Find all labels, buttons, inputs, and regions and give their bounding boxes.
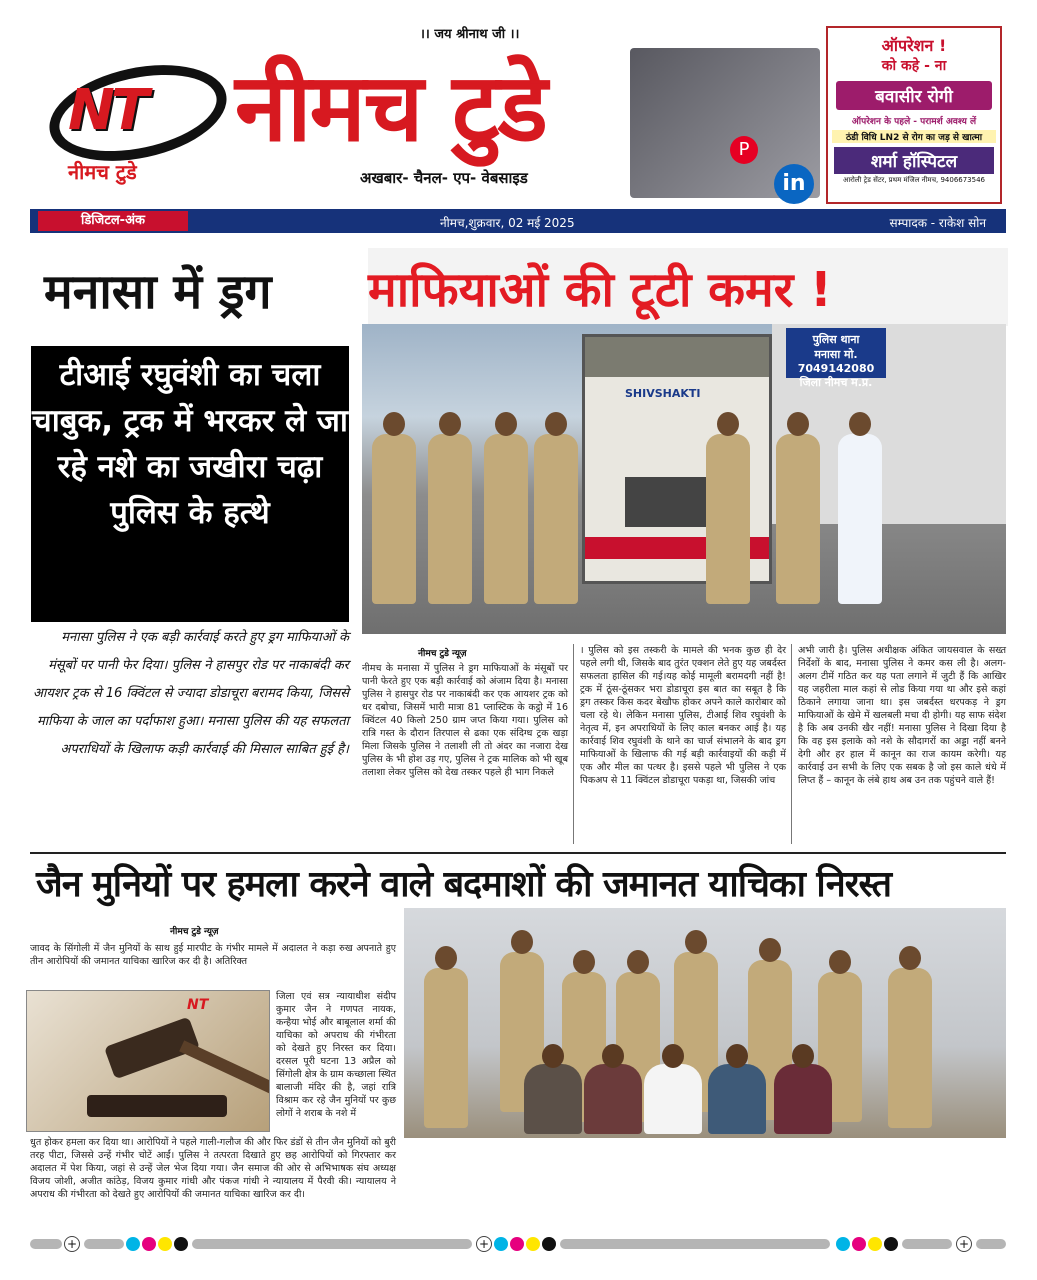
ad-address: आरोली ट्रेड सेंटर, प्रथम मंजिल नीमच, 9406673546 xyxy=(842,176,986,184)
story-2-photo[interactable] xyxy=(404,908,1006,1138)
black-swatch xyxy=(884,1237,898,1251)
headline-1-red-box xyxy=(368,248,1008,326)
headline-2: जैन मुनियों पर हमला करने वाले बदमाशों की जमानत याचिका निरस्त xyxy=(36,864,891,905)
date-line: नीमच,शुक्रवार, 02 मई 2025 xyxy=(440,216,575,230)
officer-figure xyxy=(706,434,750,604)
section-divider xyxy=(30,852,1006,854)
cyan-swatch xyxy=(836,1237,850,1251)
gavel-image[interactable] xyxy=(26,990,270,1132)
registration-mark-icon: + xyxy=(476,1236,492,1252)
story-1-photo[interactable] xyxy=(362,324,1006,634)
ad-line-1: ऑपरेशन ! xyxy=(881,36,947,55)
accused-figure xyxy=(774,1064,832,1134)
police-station-sign: पुलिस थाना मनासा मो. 7049142080 जिला नीमच म.प्र. xyxy=(786,328,886,378)
magenta-swatch xyxy=(142,1237,156,1251)
registration-bar xyxy=(560,1239,830,1249)
civilian-figure xyxy=(838,434,882,604)
tagline: अखबार- चैनल- एप- वेबसाइड xyxy=(360,169,528,187)
registration-mark-icon: + xyxy=(64,1236,80,1252)
truck-tarpaulin xyxy=(585,337,769,377)
officer-figure xyxy=(428,434,472,604)
officer-figure xyxy=(484,434,528,604)
yellow-swatch xyxy=(868,1237,882,1251)
accused-figure xyxy=(584,1064,642,1134)
invocation: ।। जय श्रीनाथ जी ।। xyxy=(420,27,520,42)
story-1-column-3: अभी जारी है। पुलिस अधीक्षक अंकित जायसवाल के सख्त निर्देशों के बाद, मनासा पुलिस ने कमर कस ली है। अलग-अलग टीमें गठित कर यह पता लगाने में जुटी हैं कि आखिर यह जहरीला माल कहां से लोड किया गया था और इसे कहां ठिकाने लगाया जाना था। इस जबर्दस्त धरपकड़ ने ड्रग माफियाओं के खेमे में खलबली मचा दी होगी। यह साफ संदेश है कि अब उनकी खैर नहीं! मनासा पुलिस ने दिखा दिया है कि वह इस इलाके को नशे के सौदागरों का अड्डा नहीं बनने देगी और हर हाल में कानून का राज कायम करेगी। यह कार्रवाई उन सभी के लिए एक सबक है जो इस काले धंधे में लिप्त हैं – कानून के लंबे हाथ अब उन तक पहुंचने वाले हैं! xyxy=(798,645,1006,786)
registration-bar xyxy=(976,1239,1006,1249)
ad-hospital-name: शर्मा हॉस्पिटल xyxy=(834,147,994,174)
newspaper-title: नीमच टुडे xyxy=(235,54,546,163)
cyan-swatch xyxy=(494,1237,508,1251)
yellow-swatch xyxy=(526,1237,540,1251)
ad-line-4: ऑपरेशन के पहले - परामर्श अवश्य लें xyxy=(851,117,977,127)
story-2-paragraph-bottom: धुत होकर हमला कर दिया था। आरोपियों ने पहले गाली-गलौज की और फिर डंडों से तीन जैन मुनियों को बुरी तरह पीटा, जिससे उन्हें गंभीर चोटें आईं। पुलिस ने तत्परता दिखाते हुए छह आरोपियों को गिरफ्तार कर अदालत में पेश किया, जहां से उन्हें जेल भेज दिया गया। जैन समाज की ओर से अभिभाषक संघ अध्यक्ष विजय जोशी, अजीत कांठेड़, विजय कुमार गांधी और पंकज गांधी ने न्यायालय में पैरवी की। न्यायालय ने अपराध की गंभीरता को देखते हुए आरोपियों की जमानत याचिका खारिज कर दी। xyxy=(30,1137,396,1200)
officer-figure xyxy=(534,434,578,604)
registration-bar xyxy=(192,1239,472,1249)
black-swatch xyxy=(542,1237,556,1251)
gavel-logo: NT xyxy=(187,997,209,1013)
yellow-swatch xyxy=(158,1237,172,1251)
officer-figure xyxy=(776,434,820,604)
accused-figure xyxy=(524,1064,582,1134)
ad-line-5: ठंडी विधि LN2 से रोग का जड़ से खात्मा xyxy=(832,130,996,143)
column-rule xyxy=(791,644,792,844)
accused-figure xyxy=(708,1064,766,1134)
story-1-deck: टीआई रघुवंशी का चला चाबुक, ट्रक में भरकर ले जा रहे नशे का जखीरा चढ़ा पुलिस के हत्थे xyxy=(31,346,349,622)
black-swatch xyxy=(174,1237,188,1251)
logo-mark: NT xyxy=(68,78,146,143)
officer-figure xyxy=(888,968,932,1128)
registration-bar xyxy=(30,1239,62,1249)
story-2-paragraph-right: जिला एवं सत्र न्यायाधीश संदीप कुमार जैन ने गणपत नायक, कन्हैया भोई और बाबूलाल शर्मा की याचिका को अपराध की गंभीरता को देखते हुए निरस्त कर दिया। दरसल पूरी घटना 13 अप्रैल को सिंगोली क्षेत्र के ग्राम कच्छाला स्थित बालाजी मंदिर की है, जहां रात्रि विश्राम कर रहे जैन मुनियों पर कुछ लोगों ने शराब के नशे में xyxy=(276,991,396,1119)
magenta-swatch xyxy=(510,1237,524,1251)
column-rule xyxy=(573,644,574,844)
story-1-column-2: । पुलिस को इस तस्करी के मामले की भनक कुछ ही देर पहले लगी थी, जिसके बाद तुरंत एक्शन लेते हुए यह जबर्दस्त सफलता हासिल की गई।यह कोई मामूली बरामदगी नहीं है! ट्रक में ठूंस-ठूंसकर भरा डोडाचूरा इस बात का सबूत है कि ड्रग तस्कर किस कदर बेखौफ होकर अपने काले कारोबार को चला रहे थे। लेकिन मनासा पुलिस, टीआई शिव रघुवंशी के नेतृत्व में, इन अपराधियों के लिए काल बनकर आई है। यह कार्रवाई शिव रघुवंशी के थाने का चार्ज संभालने के बाद ड्रग माफियाओं के खिलाफ की गई बड़ी कार्रवाइयों की कड़ी में एक और मील का पत्थर है। इससे पहले भी पुलिस ने एक पिकअप से 11 क्विंटल डोडाचूरा पकड़ा था, जिसकी जांच xyxy=(580,645,786,786)
headline-1-red: माफियाओं की टूटी कमर ! xyxy=(368,262,832,318)
magenta-swatch xyxy=(852,1237,866,1251)
info-strip xyxy=(30,209,1006,233)
officer-figure xyxy=(424,968,468,1128)
ad-line-3: बवासीर रोगी xyxy=(836,81,992,110)
registration-bar xyxy=(84,1239,124,1249)
story-1-column-1: नीमच के मनासा में पुलिस ने ड्रग माफियाओं के मंसूबों पर पानी फेरते हुए एक बड़ी कार्रवाई को अंजाम दिया है। मनासा पुलिस ने हासपुर रोड पर नाकाबंदी कर एक आयशर ट्रक को धर दबोचा, जिसमें भारी मात्रा 81 प्लास्टिक के कट्ठो में 16 क्विंटल 40 किलो 250 ग्राम जप्त किया गया। पुलिस को रात्रि गस्त के दौरान तिरपाल से ढका एक संदिग्ध ट्रक खड़ा मिला जिसके पुलिस ने तलाशी ली तो अंदर का नजारा देख पुलिस के भी होश उड़ गए, पुलिस ने ट्रक मालिक को भी खूब तलाशा लेकर पुलिस को देख तस्कर पहले ही भाग निकले xyxy=(362,663,568,778)
officer-figure xyxy=(372,434,416,604)
logo xyxy=(38,58,238,208)
linkedin-icon[interactable]: in xyxy=(774,164,814,204)
accused-figure xyxy=(644,1064,702,1134)
headline-1-black: मनासा में ड्रग xyxy=(44,264,272,320)
edition-label: डिजिटल-अंक xyxy=(38,211,188,231)
editor-line: सम्पादक - राकेश सोन xyxy=(889,216,986,230)
print-registration-strip xyxy=(30,1236,1006,1252)
ad-line-2: को कहे - ना xyxy=(881,58,947,74)
cyan-swatch xyxy=(126,1237,140,1251)
truck-label: SHIVSHAKTI xyxy=(625,387,701,400)
gavel-base xyxy=(87,1095,227,1117)
masthead xyxy=(30,18,1006,208)
story-2-byline: नीमच टुडे न्यूज़ xyxy=(170,927,219,937)
registration-mark-icon: + xyxy=(956,1236,972,1252)
logo-subtitle: नीमच टुडे xyxy=(68,160,137,184)
story-2-paragraph-top: जावद के सिंगोली में जैन मुनियों के साथ हुई मारपीट के गंभीर मामले में अदालत ने कड़ा रुख अपनाते हुए तीन आरोपियों की जमानत याचिका खारिज कर दी है। अतिरिक्त xyxy=(30,943,396,967)
hospital-ad[interactable] xyxy=(826,26,1002,204)
story-1-byline: नीमच टुडे न्यूज़ xyxy=(418,649,467,659)
pinterest-icon[interactable]: P xyxy=(730,136,758,164)
registration-bar xyxy=(902,1239,952,1249)
gavel-handle xyxy=(179,1040,270,1093)
story-1-lede: मनासा पुलिस ने एक बड़ी कार्रवाई करते हुए ड्रग माफियाओं के मंसूबों पर पानी फेर दिया। पुलिस ने हासपुर रोड पर नाकाबंदी कर आयशर ट्रक से 16 क्विंटल से ज्यादा डोडाचूरा बरामद किया, जिससे माफिया के जाल का पर्दाफाश हुआ। मनासा पुलिस की यह सफलता अपराधियों के खिलाफ कड़ी कार्रवाई की मिसाल साबित हुई है। xyxy=(33,630,349,757)
